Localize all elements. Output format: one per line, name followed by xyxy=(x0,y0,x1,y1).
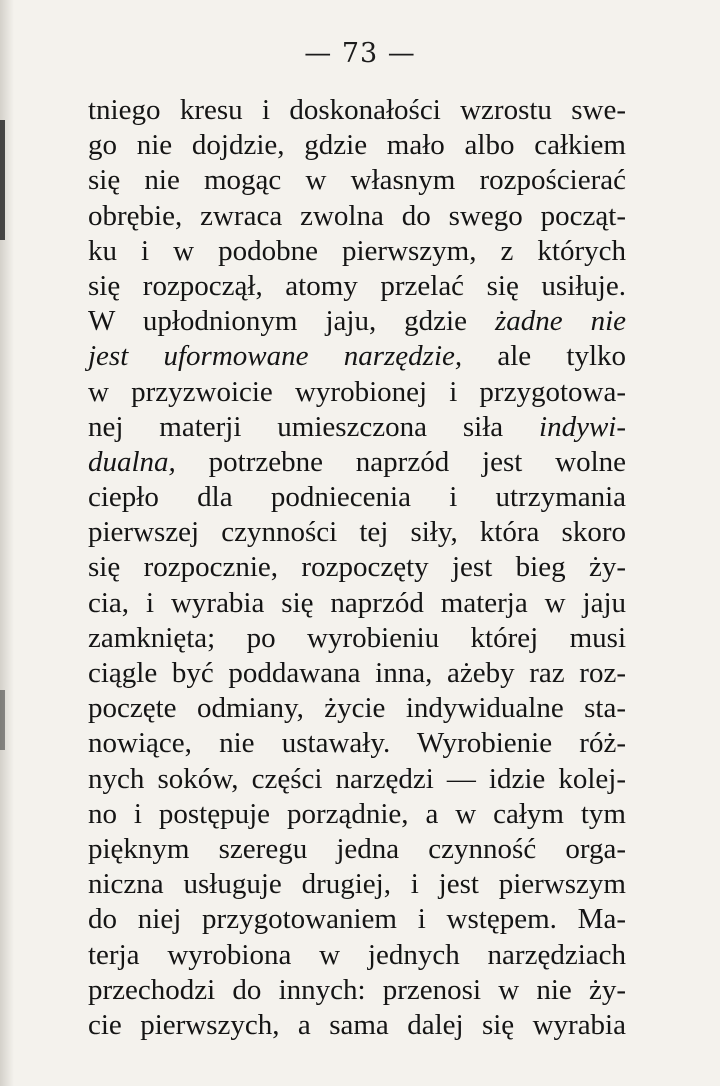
text-segment: ale tylko xyxy=(497,340,626,373)
text-line: tniego kresu i doskonałości wzrostu swe- xyxy=(88,94,626,126)
text-line: nych soków, części narzędzi — idzie kolej- xyxy=(88,762,626,795)
text-line: poczęte odmiany, życie indywidualne sta- xyxy=(88,692,626,725)
text-line: ciepło dla podniecenia i utrzymania xyxy=(88,481,626,514)
text-line: pierwszej czynności tej siły, która skoro xyxy=(88,516,626,549)
binding-edge-mark-lower xyxy=(0,690,5,750)
text-line: się rozpocznie, rozpoczęty jest bieg ży- xyxy=(88,551,626,584)
text-line: obrębie, zwraca zwolna do swego począt- xyxy=(88,199,626,232)
text-line: przechodzi do innych: przenosi w nie ży- xyxy=(88,973,626,1006)
italic-segment: indywi- xyxy=(539,410,627,443)
text-line: no i postępuje porządnie, a w całym tym xyxy=(88,797,626,830)
text-line xyxy=(88,304,626,339)
text-segment: W upłodnionym jaju, gdzie xyxy=(88,305,467,338)
text-line: się nie mogąc w własnym rozpościerać xyxy=(88,164,626,197)
text-line: do niej przygotowaniem i wstępem. Ma- xyxy=(88,903,626,936)
text-line: się rozpoczął, atomy przelać się usiłuje. xyxy=(88,269,626,302)
body-text xyxy=(88,93,626,1043)
text-line: go nie dojdzie, gdzie mało albo całkiem xyxy=(88,129,626,162)
text-line: terja wyrobiona w jednych narzędziach xyxy=(88,938,626,971)
text-line: nowiące, nie ustawały. Wyrobienie róż- xyxy=(88,727,626,760)
italic-segment: żadne nie xyxy=(494,305,626,338)
binding-edge-mark xyxy=(0,120,5,240)
italic-segment: jest uformowane narzędzie, xyxy=(88,340,463,373)
text-line: pięknym szeregu jedna czynność orga- xyxy=(88,832,626,865)
text-line xyxy=(88,410,626,445)
text-line xyxy=(88,339,626,374)
text-line: ku i w podobne pierwszym, z których xyxy=(88,234,626,267)
text-line: zamknięta; po wyrobieniu której musi xyxy=(88,621,626,654)
text-line: cia, i wyrabia się naprzód materja w jaju xyxy=(88,586,626,619)
text-line: niczna usługuje drugiej, i jest pierwszym xyxy=(88,868,626,901)
text-segment: nej materji umieszczona siła xyxy=(88,410,504,443)
text-line xyxy=(88,445,626,480)
text-line: w przyzwoicie wyrobionej i przygotowa- xyxy=(88,375,626,408)
text-line: ciągle być poddawana inna, ażeby raz roz- xyxy=(88,657,626,689)
page-number: — 73 — xyxy=(304,38,416,69)
text-segment: potrzebne naprzód jest wolne xyxy=(208,445,626,478)
text-line: cie pierwszych, a sama dalej się wyrabia xyxy=(88,1008,626,1041)
italic-segment: dualna, xyxy=(88,445,176,478)
